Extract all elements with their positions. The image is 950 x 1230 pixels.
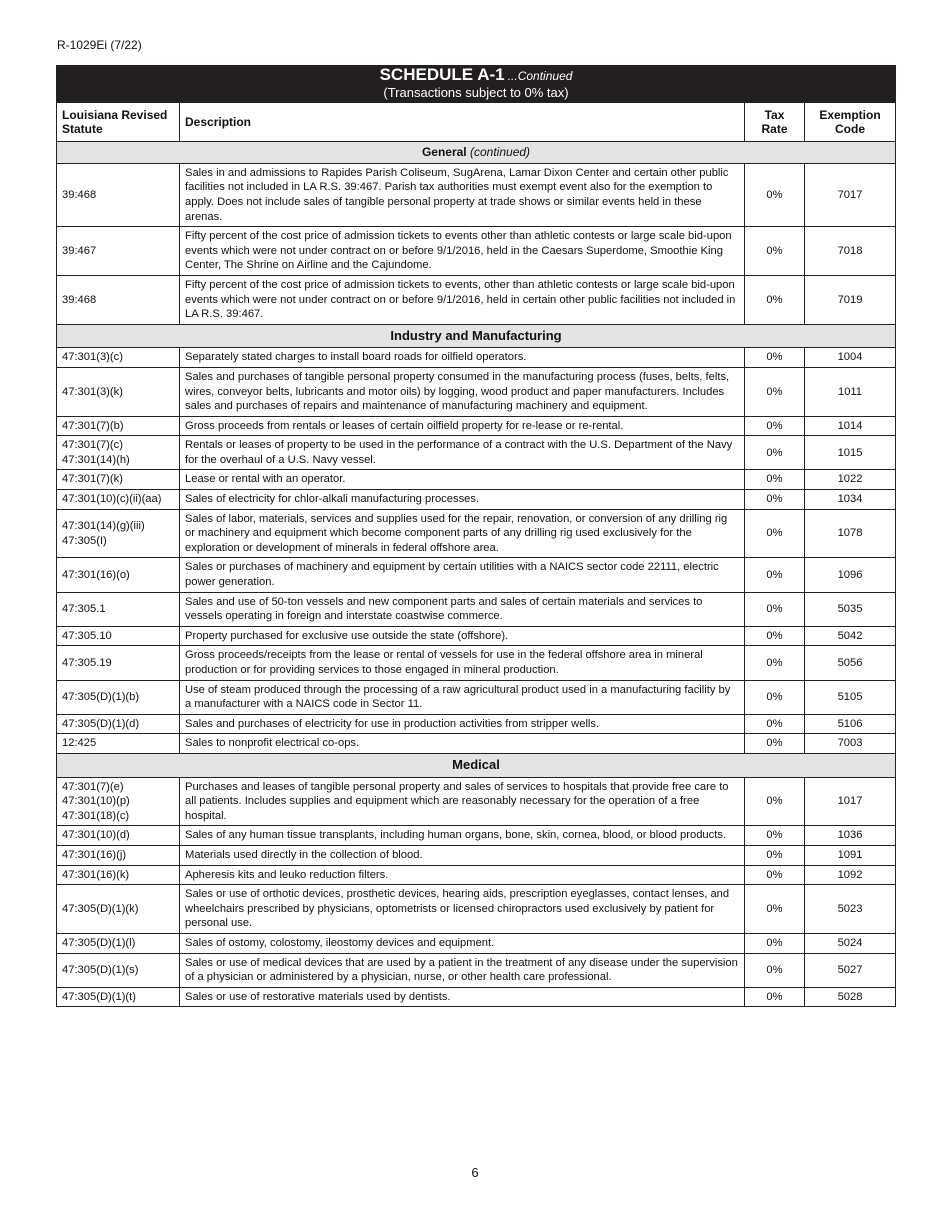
exemption-code-cell: 7003 [805, 734, 896, 754]
statute-cell: 47:305(D)(1)(t) [57, 987, 180, 1007]
table-row [57, 826, 896, 846]
table-row [57, 777, 896, 826]
tax-rate-cell: 0% [745, 845, 805, 865]
section-header-row [57, 753, 896, 777]
table-row [57, 987, 896, 1007]
table-row [57, 367, 896, 416]
description-cell: Gross proceeds/receipts from the lease or rental of vessels for use in the federal offshore area in mineral production or for providing services to those engaged in mineral production. [180, 646, 745, 680]
section-header [57, 753, 896, 777]
statute-cell: 47:305(D)(1)(d) [57, 714, 180, 734]
statute-cell: 39:468 [57, 163, 180, 226]
table-row [57, 734, 896, 754]
tax-rate-cell: 0% [745, 490, 805, 510]
description-cell: Gross proceeds from rentals or leases of certain oilfield property for re-lease or re-rental. [180, 416, 745, 436]
column-header-tax-rate: Tax Rate [745, 103, 805, 142]
exemption-code-cell: 1011 [805, 367, 896, 416]
exemption-code-cell: 1014 [805, 416, 896, 436]
table-row [57, 953, 896, 987]
exemption-code-cell: 5023 [805, 885, 896, 934]
section-header-row [57, 142, 896, 164]
statute-cell: 39:468 [57, 275, 180, 324]
description-cell: Sales and purchases of tangible personal property consumed in the manufacturing process (fuses, belts, felts, wires, conveyor belts, lubricants and motor oils) by logging, wood product and paper manufacturers. Includes sales and purchases of repairs and maintenance of manufacturing machinery and equipment. [180, 367, 745, 416]
tax-rate-cell: 0% [745, 275, 805, 324]
section-header-row [57, 324, 896, 348]
schedule-banner [57, 66, 896, 103]
description-cell: Separately stated charges to install board roads for oilfield operators. [180, 348, 745, 368]
statute-cell: 47:305.10 [57, 626, 180, 646]
statute-cell: 47:305(D)(1)(s) [57, 953, 180, 987]
section-header [57, 142, 896, 164]
tax-rate-cell: 0% [745, 416, 805, 436]
description-cell: Sales of labor, materials, services and supplies used for the repair, renovation, or conversion of any drilling rig or machinery and equipment which become component parts of any drilling rig used exclusively for the exploration or development of minerals in federal offshore area. [180, 509, 745, 558]
tax-rate-cell: 0% [745, 436, 805, 470]
exemption-code-cell: 1017 [805, 777, 896, 826]
description-cell: Sales of electricity for chlor-alkali manufacturing processes. [180, 490, 745, 510]
tax-rate-cell: 0% [745, 680, 805, 714]
tax-rate-cell: 0% [745, 470, 805, 490]
description-cell: Apheresis kits and leuko reduction filters. [180, 865, 745, 885]
statute-cell: 12:425 [57, 734, 180, 754]
description-cell: Materials used directly in the collection of blood. [180, 845, 745, 865]
tax-rate-cell: 0% [745, 865, 805, 885]
description-cell: Rentals or leases of property to be used in the performance of a contract with the U.S. Department of the Navy for the overhaul of a U.S. Navy vessel. [180, 436, 745, 470]
description-cell: Use of steam produced through the processing of a raw agricultural product used in a manufacturing facility by a manufacturer with a NAICS code in Sector 11. [180, 680, 745, 714]
description-cell: Fifty percent of the cost price of admission tickets to events, other than athletic contests or large scale bid-upon events which were not under contract on or before 9/1/2016, held in certain other public facilities not included in LA R.S. 39:467. [180, 275, 745, 324]
statute-cell: 47:301(14)(g)(iii) 47:305(I) [57, 509, 180, 558]
column-header-description: Description [180, 103, 745, 142]
exemption-code-cell: 5056 [805, 646, 896, 680]
section-title: Industry and Manufacturing [390, 327, 562, 343]
page-number: 6 [471, 1165, 479, 1180]
section-title-suffix: (continued) [470, 145, 531, 160]
table-row [57, 646, 896, 680]
table-row [57, 416, 896, 436]
table-row [57, 490, 896, 510]
tax-rate-cell: 0% [745, 558, 805, 592]
statute-cell: 47:301(3)(k) [57, 367, 180, 416]
table-row [57, 227, 896, 276]
statute-cell: 47:301(10)(d) [57, 826, 180, 846]
statute-cell: 47:305(D)(1)(k) [57, 885, 180, 934]
table-row [57, 163, 896, 226]
statute-cell: 47:301(16)(k) [57, 865, 180, 885]
tax-rate-cell: 0% [745, 777, 805, 826]
section-title: General [421, 145, 467, 160]
statute-cell: 47:301(16)(o) [57, 558, 180, 592]
description-cell: Sales or purchases of machinery and equipment by certain utilities with a NAICS sector code 22111, electric power generation. [180, 558, 745, 592]
exemption-code-cell: 1034 [805, 490, 896, 510]
tax-rate-cell: 0% [745, 953, 805, 987]
schedule-subtitle: (Transactions subject to 0% tax) [383, 84, 569, 100]
tax-rate-cell: 0% [745, 163, 805, 226]
table-row [57, 865, 896, 885]
statute-cell: 47:305.1 [57, 592, 180, 626]
statute-cell: 47:305(D)(1)(l) [57, 933, 180, 953]
table-row [57, 348, 896, 368]
tax-rate-cell: 0% [745, 885, 805, 934]
description-cell: Sales of any human tissue transplants, including human organs, bone, skin, cornea, blood, or blood products. [180, 826, 745, 846]
statute-cell: 47:301(10)(c)(ii)(aa) [57, 490, 180, 510]
table-row [57, 845, 896, 865]
statute-cell: 47:305.19 [57, 646, 180, 680]
exemption-code-cell: 1091 [805, 845, 896, 865]
tax-rate-cell: 0% [745, 734, 805, 754]
description-cell: Sales or use of medical devices that are used by a patient in the treatment of any disease under the supervision of a physician or administered by a physician, nurse, or other health care professional. [180, 953, 745, 987]
form-id: R-1029Ei (7/22) [57, 38, 142, 52]
exemption-code-cell: 1078 [805, 509, 896, 558]
exemption-code-cell: 5106 [805, 714, 896, 734]
exemption-code-cell: 7017 [805, 163, 896, 226]
exemption-code-cell: 1036 [805, 826, 896, 846]
exemption-code-cell: 1004 [805, 348, 896, 368]
schedule-continued-label: ...Continued [507, 69, 573, 83]
table-row [57, 436, 896, 470]
statute-cell: 47:301(16)(j) [57, 845, 180, 865]
statute-cell: 47:301(7)(c) 47:301(14)(h) [57, 436, 180, 470]
exemption-code-cell: 5035 [805, 592, 896, 626]
tax-rate-cell: 0% [745, 714, 805, 734]
table-row [57, 626, 896, 646]
tax-rate-cell: 0% [745, 987, 805, 1007]
table-row [57, 714, 896, 734]
exemption-code-cell: 5105 [805, 680, 896, 714]
table-row [57, 275, 896, 324]
exemption-code-cell: 7019 [805, 275, 896, 324]
description-cell: Sales or use of orthotic devices, prosthetic devices, hearing aids, prescription eyeglasses, contact lenses, and wheelchairs prescribed by physicians, optometrists or licensed chiropractors used exclusively by patient for personal use. [180, 885, 745, 934]
section-header [57, 324, 896, 348]
schedule-title: SCHEDULE A-1 [379, 65, 505, 84]
tax-rate-cell: 0% [745, 367, 805, 416]
statute-cell: 39:467 [57, 227, 180, 276]
statute-cell: 47:301(7)(e) 47:301(10)(p) 47:301(18)(c) [57, 777, 180, 826]
table-row [57, 509, 896, 558]
statute-cell: 47:301(3)(c) [57, 348, 180, 368]
schedule-table [56, 65, 896, 1007]
exemption-code-cell: 1092 [805, 865, 896, 885]
tax-rate-cell: 0% [745, 592, 805, 626]
exemption-code-cell: 5027 [805, 953, 896, 987]
table-row [57, 558, 896, 592]
description-cell: Sales to nonprofit electrical co-ops. [180, 734, 745, 754]
description-cell: Sales and purchases of electricity for use in production activities from stripper wells. [180, 714, 745, 734]
tax-rate-cell: 0% [745, 626, 805, 646]
tax-rate-cell: 0% [745, 348, 805, 368]
tax-rate-cell: 0% [745, 509, 805, 558]
exemption-code-cell: 1015 [805, 436, 896, 470]
column-header-exemption-code: Exemption Code [805, 103, 896, 142]
exemption-code-cell: 5042 [805, 626, 896, 646]
statute-cell: 47:301(7)(b) [57, 416, 180, 436]
table-row [57, 885, 896, 934]
tax-rate-cell: 0% [745, 933, 805, 953]
tax-rate-cell: 0% [745, 826, 805, 846]
exemption-code-cell: 7018 [805, 227, 896, 276]
column-header-statute: Louisiana Revised Statute [57, 103, 180, 142]
section-title: Medical [452, 756, 500, 772]
table-row [57, 470, 896, 490]
description-cell: Sales of ostomy, colostomy, ileostomy devices and equipment. [180, 933, 745, 953]
table-row [57, 680, 896, 714]
table-row [57, 592, 896, 626]
tax-rate-cell: 0% [745, 227, 805, 276]
exemption-code-cell: 1022 [805, 470, 896, 490]
description-cell: Fifty percent of the cost price of admission tickets to events other than athletic contests or large scale bid-upon events which were not under contract on or before 9/1/2016, held in the Caesars Superdome, Smoothie King Center, The Shrine on Airline and the Cajundome. [180, 227, 745, 276]
table-row [57, 933, 896, 953]
description-cell: Property purchased for exclusive use outside the state (offshore). [180, 626, 745, 646]
exemption-code-cell: 1096 [805, 558, 896, 592]
statute-cell: 47:301(7)(k) [57, 470, 180, 490]
description-cell: Sales and use of 50-ton vessels and new component parts and sales of certain materials and services to vessels operating in foreign and interstate coastwise commerce. [180, 592, 745, 626]
column-header-row [57, 103, 896, 142]
description-cell: Sales in and admissions to Rapides Parish Coliseum, SugArena, Lamar Dixon Center and certain other public facilities not included in LA R.S. 39:467. Parish tax authorities must exempt event also for the exemption to apply. Does not include sales of tangible personal property at trade shows or similar events held in these arenas. [180, 163, 745, 226]
statute-cell: 47:305(D)(1)(b) [57, 680, 180, 714]
description-cell: Lease or rental with an operator. [180, 470, 745, 490]
description-cell: Purchases and leases of tangible personal property and sales of services to hospitals that provide free care to all patients. Includes supplies and equipment which are reasonably necessary for the operation of a free hospital. [180, 777, 745, 826]
exemption-code-cell: 5024 [805, 933, 896, 953]
exemption-code-cell: 5028 [805, 987, 896, 1007]
description-cell: Sales or use of restorative materials used by dentists. [180, 987, 745, 1007]
tax-rate-cell: 0% [745, 646, 805, 680]
